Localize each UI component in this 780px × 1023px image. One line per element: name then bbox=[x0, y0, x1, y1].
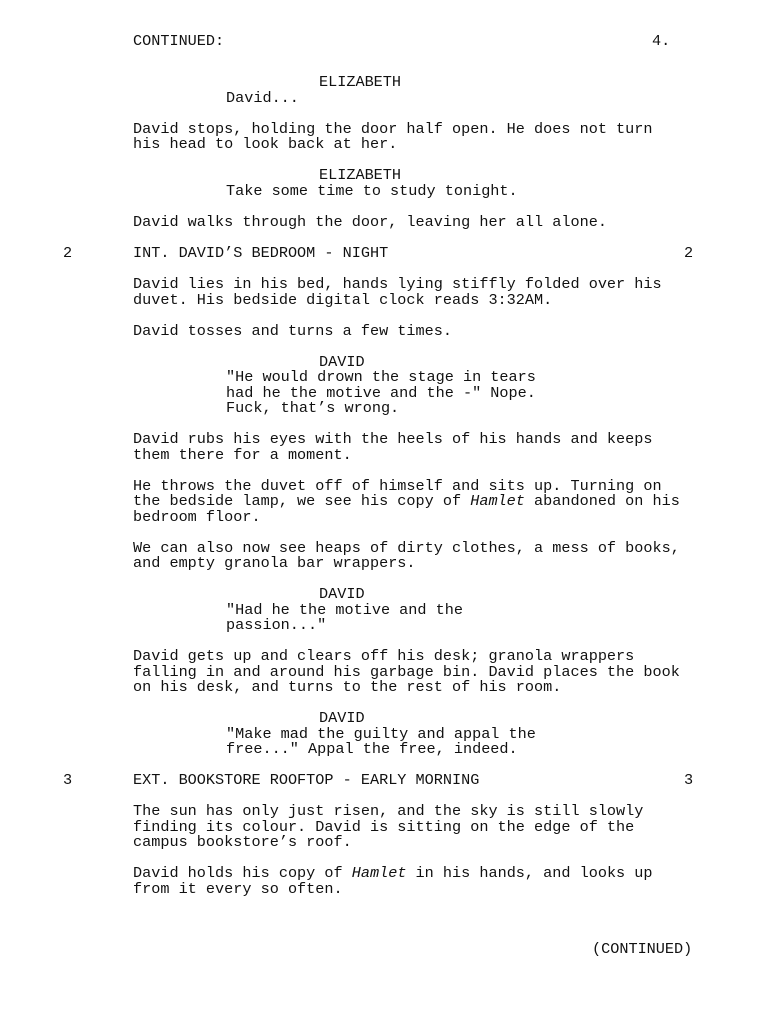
character-cue: ELIZABETH bbox=[319, 73, 402, 91]
scene-number-left: 2 bbox=[63, 244, 73, 262]
action-line: He throws the duvet off of himself and sits up. Turning on bbox=[133, 477, 662, 495]
action-line: on his desk, and turns to the rest of his room. bbox=[133, 678, 562, 696]
scene-number-right: 3 bbox=[684, 771, 694, 789]
continued-footer: (CONTINUED) bbox=[592, 940, 693, 958]
dialogue-line: "He would drown the stage in tears bbox=[226, 368, 536, 386]
dialogue-line: David... bbox=[226, 89, 299, 107]
action-line: David gets up and clears off his desk; granola wrappers bbox=[133, 647, 635, 665]
scene-heading: INT. DAVID’S BEDROOM - NIGHT bbox=[133, 244, 389, 262]
action-line: campus bookstore’s roof. bbox=[133, 833, 352, 851]
action-line: his head to look back at her. bbox=[133, 135, 398, 153]
action-line: them there for a moment. bbox=[133, 446, 352, 464]
dialogue-line: had he the motive and the -" Nope. bbox=[226, 384, 536, 402]
action-text: David holds his copy of bbox=[133, 864, 352, 882]
action-line: duvet. His bedside digital clock reads 3:32AM. bbox=[133, 291, 553, 309]
action-line: David tosses and turns a few times. bbox=[133, 322, 452, 340]
action-text: the bedside lamp, we see his copy of bbox=[133, 492, 471, 510]
action-line: David walks through the door, leaving her all alone. bbox=[133, 213, 607, 231]
character-cue: DAVID bbox=[319, 709, 365, 727]
character-cue: DAVID bbox=[319, 585, 365, 603]
action-line: David lies in his bed, hands lying stiffly folded over his bbox=[133, 275, 662, 293]
action-line: bedroom floor. bbox=[133, 508, 261, 526]
continued-header: CONTINUED: bbox=[133, 32, 225, 50]
action-text: abandoned on his bbox=[524, 492, 680, 510]
action-line: We can also now see heaps of dirty clothes, a mess of books, bbox=[133, 539, 680, 557]
play-title: Hamlet bbox=[470, 492, 525, 510]
scene-number-left: 3 bbox=[63, 771, 73, 789]
dialogue-line: Take some time to study tonight. bbox=[226, 182, 518, 200]
dialogue-line: "Had he the motive and the bbox=[226, 601, 463, 619]
play-title: Hamlet bbox=[351, 864, 407, 882]
dialogue-line: Fuck, that’s wrong. bbox=[226, 399, 400, 417]
page-number: 4. bbox=[652, 32, 671, 50]
dialogue-line: passion..." bbox=[226, 616, 327, 634]
action-text: in his hands, and looks up bbox=[406, 864, 653, 882]
scene-number-right: 2 bbox=[684, 244, 694, 262]
dialogue-line: free..." Appal the free, indeed. bbox=[226, 740, 518, 758]
character-cue: DAVID bbox=[319, 353, 365, 371]
character-cue: ELIZABETH bbox=[319, 166, 402, 184]
action-line: from it every so often. bbox=[133, 880, 343, 898]
action-line: falling in and around his garbage bin. David places the book bbox=[133, 663, 680, 681]
scene-heading: EXT. BOOKSTORE ROOFTOP - EARLY MORNING bbox=[133, 771, 480, 789]
action-line: and empty granola bar wrappers. bbox=[133, 554, 416, 572]
dialogue-line: "Make mad the guilty and appal the bbox=[226, 725, 536, 743]
action-line: David rubs his eyes with the heels of his hands and keeps bbox=[133, 430, 653, 448]
action-line: finding its colour. David is sitting on the edge of the bbox=[133, 818, 635, 836]
action-line: The sun has only just risen, and the sky is still slowly bbox=[133, 802, 644, 820]
action-line: David stops, holding the door half open. He does not turn bbox=[133, 120, 653, 138]
